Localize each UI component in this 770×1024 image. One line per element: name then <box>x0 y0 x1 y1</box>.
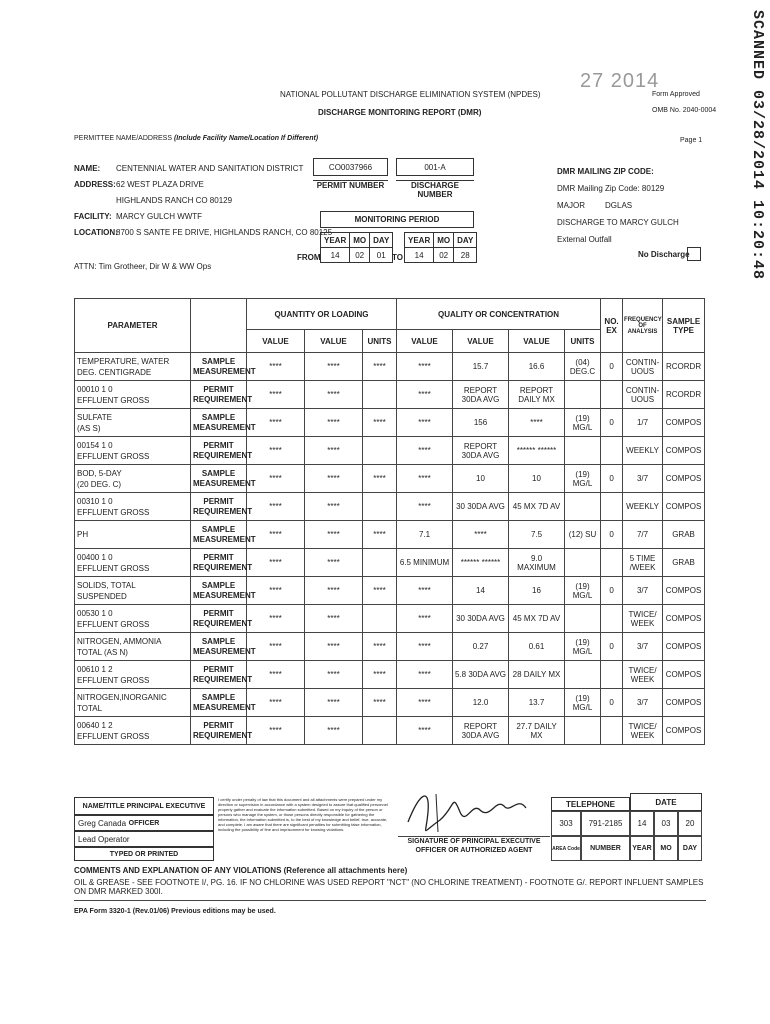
dmr-table <box>74 298 705 745</box>
cell-q1: **** <box>247 353 305 381</box>
cell-q2: **** <box>305 493 363 521</box>
row-type-label: PERMIT REQUIREMENT <box>191 661 247 689</box>
officer-title: Lead Operator <box>74 831 214 847</box>
cell-c1: **** <box>397 577 453 605</box>
cell-cu <box>565 717 601 745</box>
cell-cu: (19) MG/L <box>565 689 601 717</box>
cell-qu <box>363 437 397 465</box>
cell-c2: 14 <box>453 577 509 605</box>
cell-c3: 45 MX 7D AV <box>509 605 565 633</box>
cell-type: COMPOS <box>663 465 705 493</box>
cell-ex: 0 <box>601 577 623 605</box>
cell-c2: 30 30DA AVG <box>453 493 509 521</box>
form-approved: Form Approved <box>652 91 700 98</box>
cell-c1: **** <box>397 353 453 381</box>
cell-c2: ****** ****** <box>453 549 509 577</box>
header-qty-value-2: VALUE <box>305 330 363 353</box>
cell-qu <box>363 493 397 521</box>
cell-c2: 10 <box>453 465 509 493</box>
cell-c3: **** <box>509 409 565 437</box>
table-row <box>75 577 705 605</box>
row-type-label: PERMIT REQUIREMENT <box>191 549 247 577</box>
cell-q2: **** <box>305 577 363 605</box>
cell-type: COMPOS <box>663 577 705 605</box>
cell-type: COMPOS <box>663 605 705 633</box>
cell-q1: **** <box>247 409 305 437</box>
cell-ex <box>601 381 623 409</box>
table-row <box>75 689 705 717</box>
parameter-cell: SULFATE (AS S) <box>75 409 191 437</box>
cell-q1: **** <box>247 381 305 409</box>
cell-ex: 0 <box>601 353 623 381</box>
date-year: 14 <box>630 811 654 836</box>
cell-cu: (04) DEG.C <box>565 353 601 381</box>
no-discharge-checkbox[interactable] <box>687 247 701 261</box>
cell-c1: **** <box>397 661 453 689</box>
cell-freq: 5 TIME /WEEK <box>623 549 663 577</box>
cell-qu: **** <box>363 577 397 605</box>
cell-q2: **** <box>305 437 363 465</box>
header-sample-type: SAMPLE TYPE <box>663 299 705 353</box>
parameter-cell: 00154 1 0 EFFLUENT GROSS <box>75 437 191 465</box>
typed-label: TYPED OR PRINTED <box>74 847 214 861</box>
comments-text: OIL & GREASE - SEE FOOTNOTE I/, PG. 16. IF NO CHLORINE WAS USED REPORT "NCT" (NO CHLORINE TREATMENT) - FOOTNOTE G/. REPORT INFLUENT SAMPLES ON DMR MARKED 300I. <box>74 878 704 896</box>
mo-label: MO <box>654 836 678 861</box>
cell-c3: 16.6 <box>509 353 565 381</box>
header-qual-value-3: VALUE <box>509 330 565 353</box>
cell-qu: **** <box>363 521 397 549</box>
parameter-cell: BOD, 5-DAY (20 DEG. C) <box>75 465 191 493</box>
parameter-cell: 00530 1 0 EFFLUENT GROSS <box>75 605 191 633</box>
form-title: NATIONAL POLLUTANT DISCHARGE ELIMINATION SYSTEM (NPDES) <box>280 90 541 99</box>
cell-q2: **** <box>305 381 363 409</box>
cell-freq: 3/7 <box>623 465 663 493</box>
date-label: DATE <box>630 793 702 811</box>
cell-type: COMPOS <box>663 409 705 437</box>
cell-type: COMPOS <box>663 717 705 745</box>
row-type-label: SAMPLE MEASUREMENT <box>191 465 247 493</box>
cell-c3: REPORT DAILY MX <box>509 381 565 409</box>
cell-q2: **** <box>305 661 363 689</box>
footer-divider <box>74 900 706 901</box>
cell-q2: **** <box>305 717 363 745</box>
cell-freq: 3/7 <box>623 577 663 605</box>
year-label: YEAR <box>630 836 654 861</box>
cell-qu <box>363 549 397 577</box>
cell-q1: **** <box>247 633 305 661</box>
cell-q2: **** <box>305 465 363 493</box>
cell-ex <box>601 493 623 521</box>
permittee-block: NAME: CENTENNIAL WATER AND SANITATION DISTRICT ADDRESS:62 WEST PLAZA DRIVE HIGHLANDS RANCH CO 80129 FACILITY: MARCY GULCH WWTF LOCATION:8700 S SANTE FE DRIVE, HIGHLANDS RANCH, CO 80125 <box>74 164 333 237</box>
cell-freq: 3/7 <box>623 689 663 717</box>
row-type-label: SAMPLE MEASUREMENT <box>191 689 247 717</box>
certification-text: I certify under penalty of law that this document and all attachments were prepared under my direction or supervision in accordance with a system designed to assure that qualified personnel properly gather and evaluate the information submitted. Based on my inquiry of the person or persons who manage the system, or those persons directly responsible for gathering the information, the information submitted is, to the best of my knowledge and belief, true, accurate, and complete. I am aware that there are significant penalties for submitting false information, including the possibility of fine and imprisonment for knowing violations. <box>218 797 388 832</box>
table-row <box>75 633 705 661</box>
parameter-cell: SOLIDS, TOTAL SUSPENDED <box>75 577 191 605</box>
table-row <box>75 353 705 381</box>
cell-cu: (19) MG/L <box>565 633 601 661</box>
date-stamp: 27 2014 <box>580 70 660 92</box>
row-type-label: SAMPLE MEASUREMENT <box>191 577 247 605</box>
scanned-stamp: SCANNED 03/28/2014 10:20:48 <box>749 10 766 281</box>
parameter-cell: 00310 1 0 EFFLUENT GROSS <box>75 493 191 521</box>
cell-q2: **** <box>305 521 363 549</box>
cell-type: COMPOS <box>663 493 705 521</box>
cell-c2: REPORT 30DA AVG <box>453 717 509 745</box>
cell-c1: **** <box>397 717 453 745</box>
cell-c2: 15.7 <box>453 353 509 381</box>
cell-cu: (12) SU <box>565 521 601 549</box>
cell-ex: 0 <box>601 633 623 661</box>
header-qual-units: UNITS <box>565 330 601 353</box>
cell-ex: 0 <box>601 465 623 493</box>
cell-c1: **** <box>397 605 453 633</box>
cell-c2: 5.8 30DA AVG <box>453 661 509 689</box>
cell-c3: 9.0 MAXIMUM <box>509 549 565 577</box>
header-qty-units: UNITS <box>363 330 397 353</box>
cell-q2: **** <box>305 353 363 381</box>
cell-c3: ****** ****** <box>509 437 565 465</box>
cell-c2: 0.27 <box>453 633 509 661</box>
cell-c2: REPORT 30DA AVG <box>453 381 509 409</box>
row-type-label: SAMPLE MEASUREMENT <box>191 521 247 549</box>
cell-q1: **** <box>247 577 305 605</box>
parameter-cell: NITROGEN,INORGANIC TOTAL <box>75 689 191 717</box>
header-qty-value-1: VALUE <box>247 330 305 353</box>
table-row <box>75 717 705 745</box>
cell-c1: **** <box>397 493 453 521</box>
row-type-label: SAMPLE MEASUREMENT <box>191 353 247 381</box>
cell-ex <box>601 437 623 465</box>
cell-q1: **** <box>247 521 305 549</box>
comments-label: COMMENTS AND EXPLANATION OF ANY VIOLATIONS (Reference all attachments here) <box>74 866 408 875</box>
cell-c3: 7.5 <box>509 521 565 549</box>
period-to-table: YEAR MO DAY 14 02 28 <box>404 232 477 263</box>
cell-q2: **** <box>305 689 363 717</box>
cell-q2: **** <box>305 549 363 577</box>
phone-area: 303 <box>551 811 581 836</box>
cell-qu: **** <box>363 633 397 661</box>
cell-type: GRAB <box>663 521 705 549</box>
cell-qu: **** <box>363 353 397 381</box>
cell-cu <box>565 381 601 409</box>
area-code-label: AREA Code <box>551 836 581 861</box>
cell-ex <box>601 549 623 577</box>
cell-c1: **** <box>397 689 453 717</box>
header-no-ex: NO. EX <box>601 299 623 353</box>
cell-type: RCORDR <box>663 381 705 409</box>
cell-c3: 27.7 DAILY MX <box>509 717 565 745</box>
permit-number: CO0037966 <box>313 158 388 176</box>
cell-cu: (19) MG/L <box>565 409 601 437</box>
header-qual-value-1: VALUE <box>397 330 453 353</box>
mailing-block: DMR MAILING ZIP CODE: DMR Mailing Zip Code: 80129 MAJOR DGLAS DISCHARGE TO MARCY GULCH External Outfall <box>557 167 679 244</box>
cell-freq: 3/7 <box>623 633 663 661</box>
cell-c2: 156 <box>453 409 509 437</box>
form-subtitle: DISCHARGE MONITORING REPORT (DMR) <box>318 108 482 117</box>
cell-q1: **** <box>247 689 305 717</box>
parameter-cell: 00640 1 2 EFFLUENT GROSS <box>75 717 191 745</box>
cell-q1: **** <box>247 465 305 493</box>
cell-c3: 28 DAILY MX <box>509 661 565 689</box>
signature-label: SIGNATURE OF PRINCIPAL EXECUTIVE OFFICER OR AUTHORIZED AGENT <box>398 836 550 855</box>
parameter-cell: NITROGEN, AMMONIA TOTAL (AS N) <box>75 633 191 661</box>
cell-qu <box>363 717 397 745</box>
attention-line: ATTN: Tim Grotheer, Dir W & WW Ops <box>74 262 212 271</box>
parameter-cell: 00010 1 0 EFFLUENT GROSS <box>75 381 191 409</box>
cell-freq: CONTIN- UOUS <box>623 353 663 381</box>
cell-type: COMPOS <box>663 633 705 661</box>
header-qual-value-2: VALUE <box>453 330 509 353</box>
cell-c3: 10 <box>509 465 565 493</box>
parameter-cell: TEMPERATURE, WATER DEG. CENTIGRADE <box>75 353 191 381</box>
header-quality: QUALITY OR CONCENTRATION <box>397 299 601 330</box>
cell-c1: 7.1 <box>397 521 453 549</box>
table-row <box>75 661 705 689</box>
discharge-number: 001-A <box>396 158 474 176</box>
table-row <box>75 409 705 437</box>
cell-c3: 0.61 <box>509 633 565 661</box>
cell-c2: **** <box>453 521 509 549</box>
table-row <box>75 549 705 577</box>
cell-freq: 7/7 <box>623 521 663 549</box>
from-label: FROM <box>297 253 321 262</box>
cell-type: COMPOS <box>663 689 705 717</box>
cell-q1: **** <box>247 549 305 577</box>
parameter-cell: 00400 1 0 EFFLUENT GROSS <box>75 549 191 577</box>
cell-cu <box>565 437 601 465</box>
row-type-label: SAMPLE MEASUREMENT <box>191 409 247 437</box>
cell-ex: 0 <box>601 521 623 549</box>
cell-q1: **** <box>247 717 305 745</box>
number-label: NUMBER <box>581 836 630 861</box>
cell-c1: **** <box>397 437 453 465</box>
telephone-label: TELEPHONE <box>551 797 630 811</box>
table-row <box>75 605 705 633</box>
permit-number-label: PERMIT NUMBER <box>313 180 388 190</box>
cell-c3: 13.7 <box>509 689 565 717</box>
cell-c2: 12.0 <box>453 689 509 717</box>
cell-c1: **** <box>397 465 453 493</box>
cell-q1: **** <box>247 437 305 465</box>
table-row <box>75 521 705 549</box>
cell-type: GRAB <box>663 549 705 577</box>
cell-type: COMPOS <box>663 661 705 689</box>
header-frequency: FREQUENCY OF ANALYSIS <box>623 299 663 353</box>
cell-c3: 16 <box>509 577 565 605</box>
permittee-label: PERMITTEE NAME/ADDRESS (Include Facility Name/Location If Different) <box>74 135 319 142</box>
date-month: 03 <box>654 811 678 836</box>
parameter-cell: PH <box>75 521 191 549</box>
cell-ex: 0 <box>601 409 623 437</box>
cell-cu: (19) MG/L <box>565 577 601 605</box>
row-type-label: PERMIT REQUIREMENT <box>191 381 247 409</box>
monitoring-period-label: MONITORING PERIOD <box>320 211 474 228</box>
row-type-label: PERMIT REQUIREMENT <box>191 605 247 633</box>
cell-c1: **** <box>397 409 453 437</box>
officer-name: Greg Canada <box>74 815 214 831</box>
cell-cu <box>565 605 601 633</box>
cell-freq: CONTIN- UOUS <box>623 381 663 409</box>
cell-qu: **** <box>363 465 397 493</box>
table-row <box>75 465 705 493</box>
cell-type: COMPOS <box>663 437 705 465</box>
date-day: 20 <box>678 811 702 836</box>
cell-freq: WEEKLY <box>623 493 663 521</box>
period-from-table: YEAR MO DAY 14 02 01 <box>320 232 393 263</box>
cell-freq: 1/7 <box>623 409 663 437</box>
cell-qu: **** <box>363 689 397 717</box>
cell-freq: TWICE/ WEEK <box>623 605 663 633</box>
cell-qu <box>363 381 397 409</box>
cell-c2: 30 30DA AVG <box>453 605 509 633</box>
cell-freq: TWICE/ WEEK <box>623 661 663 689</box>
cell-ex <box>601 605 623 633</box>
no-discharge-label: No Discharge <box>638 250 690 259</box>
omb-number: OMB No. 2040-0004 <box>652 107 717 114</box>
table-row <box>75 437 705 465</box>
cell-cu <box>565 661 601 689</box>
cell-q1: **** <box>247 605 305 633</box>
form-id: EPA Form 3320-1 (Rev.01/06) Previous editions may be used. <box>74 908 276 915</box>
phone-number: 791-2185 <box>581 811 630 836</box>
cell-q2: **** <box>305 633 363 661</box>
discharge-number-label: DISCHARGE NUMBER <box>396 180 474 199</box>
cell-c3: 45 MX 7D AV <box>509 493 565 521</box>
header-blank <box>191 299 247 353</box>
table-row <box>75 381 705 409</box>
cell-q2: **** <box>305 409 363 437</box>
cell-c1: **** <box>397 381 453 409</box>
cell-c2: REPORT 30DA AVG <box>453 437 509 465</box>
row-type-label: PERMIT REQUIREMENT <box>191 437 247 465</box>
cell-freq: TWICE/ WEEK <box>623 717 663 745</box>
row-type-label: PERMIT REQUIREMENT <box>191 717 247 745</box>
page-number: Page 1 <box>680 137 703 144</box>
cell-qu: **** <box>363 661 397 689</box>
cell-ex: 0 <box>601 689 623 717</box>
parameter-cell: 00610 1 2 EFFLUENT GROSS <box>75 661 191 689</box>
row-type-label: PERMIT REQUIREMENT <box>191 493 247 521</box>
to-label: TO <box>392 253 403 262</box>
cell-freq: WEEKLY <box>623 437 663 465</box>
cell-qu <box>363 605 397 633</box>
cell-cu: (19) MG/L <box>565 465 601 493</box>
cell-q2: **** <box>305 605 363 633</box>
cell-qu: **** <box>363 409 397 437</box>
officer-label: NAME/TITLE PRINCIPAL EXECUTIVE OFFICER <box>74 797 214 815</box>
cell-q1: **** <box>247 661 305 689</box>
cell-cu <box>565 549 601 577</box>
cell-q1: **** <box>247 493 305 521</box>
table-row <box>75 493 705 521</box>
cell-ex <box>601 661 623 689</box>
header-parameter: PARAMETER <box>75 299 191 353</box>
cell-ex <box>601 717 623 745</box>
cell-c1: **** <box>397 633 453 661</box>
header-quantity: QUANTITY OR LOADING <box>247 299 397 330</box>
cell-cu <box>565 493 601 521</box>
row-type-label: SAMPLE MEASUREMENT <box>191 633 247 661</box>
cell-type: RCORDR <box>663 353 705 381</box>
cell-c1: 6.5 MINIMUM <box>397 549 453 577</box>
signature <box>400 782 550 838</box>
day-label: DAY <box>678 836 702 861</box>
